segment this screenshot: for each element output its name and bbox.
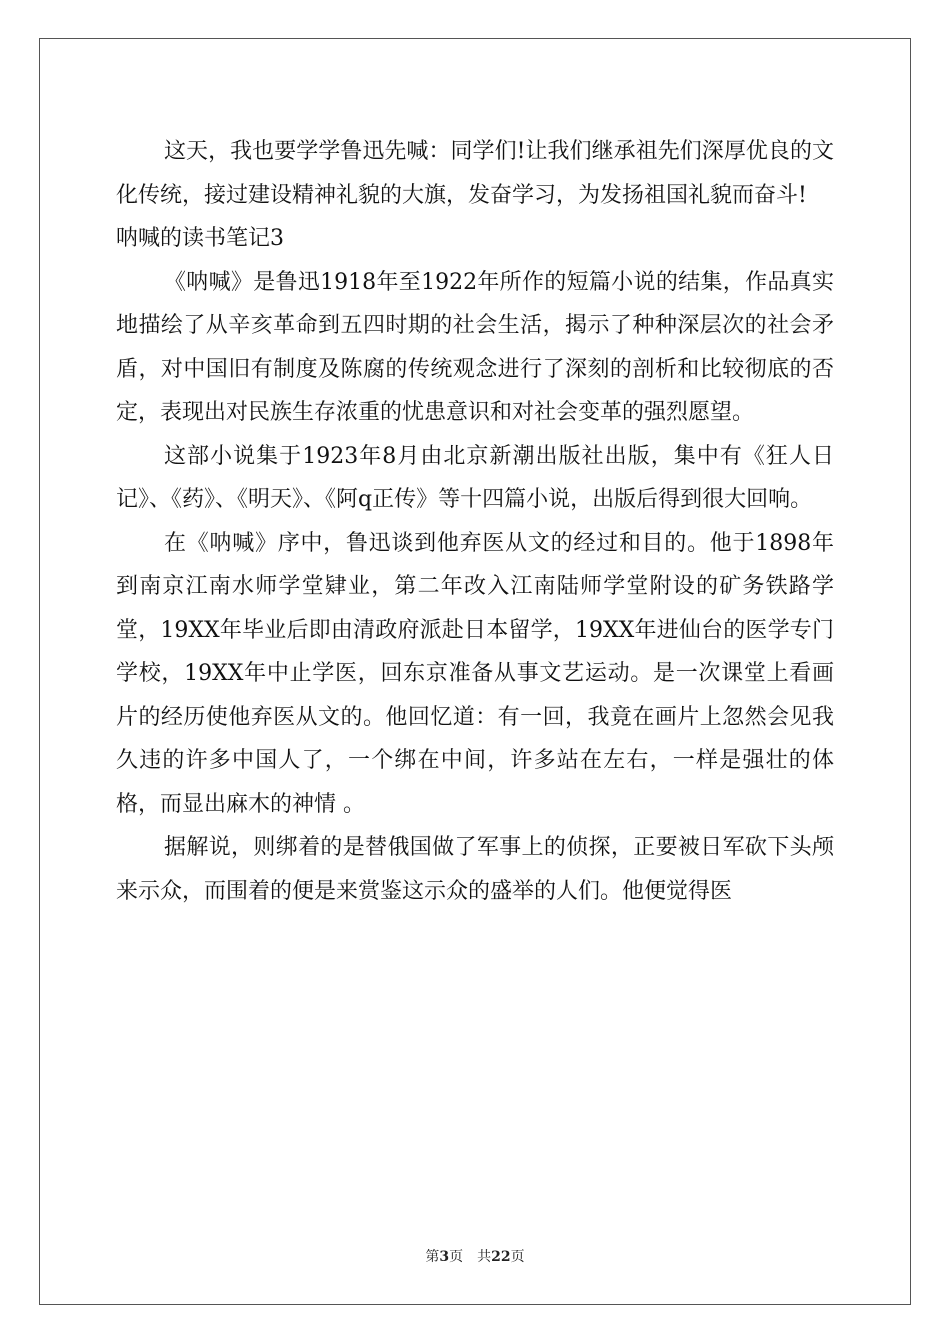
page-suffix: 页 [449,1249,464,1265]
page-footer [0,1246,950,1266]
total-pages: 22 [491,1249,511,1265]
document-body [116,130,834,913]
paragraph: 这部小说集于1923年8月由北京新潮出版社出版，集中有《狂人日记》、《药》、《明天》、《阿q正传》等十四篇小说，出版后得到很大回响。 [116,443,834,512]
paragraph: 在《呐喊》序中，鲁迅谈到他弃医从文的经过和目的。他于1898年到南京江南水师学堂肄业，第二年改入江南陆师学堂附设的矿务铁路学堂，19XX年毕业后即由清政府派赴日本留学，19XX年进仙台的医学专门学校，19XX年中止学医，回东京准备从事文艺运动。是一次课堂上看画片的经历使他弃医从文的。他回忆道：有一回，我竟在画片上忽然会见我久违的许多中国人了，一个绑在中间，许多站在左右，一样是强壮的体格，而显出麻木的神情 。 [116,530,834,817]
section-heading: 呐喊的读书笔记3 [116,226,284,251]
paragraph: 这天，我也要学学鲁迅先喊：同学们!让我们继承祖先们深厚优良的文化传统，接过建设精神礼貌的大旗，发奋学习，为发扬祖国礼貌而奋斗! [116,139,834,208]
paragraph: 《呐喊》是鲁迅1918年至1922年所作的短篇小说的结集，作品真实地描绘了从辛亥革命到五四时期的社会生活，揭示了种种深层次的社会矛盾，对中国旧有制度及陈腐的传统观念进行了深刻的剖析和比较彻底的否定，表现出对民族生存浓重的忧患意识和对社会变革的强烈愿望。 [116,269,834,425]
total-prefix: 共 [477,1249,492,1265]
page-number: 3 [439,1249,450,1265]
total-suffix: 页 [510,1249,525,1265]
paragraph: 据解说，则绑着的是替俄国做了军事上的侦探，正要被日军砍下头颅来示众，而围着的便是来赏鉴这示众的盛举的人们。他便觉得医 [116,835,834,904]
page-prefix: 第 [425,1249,440,1265]
